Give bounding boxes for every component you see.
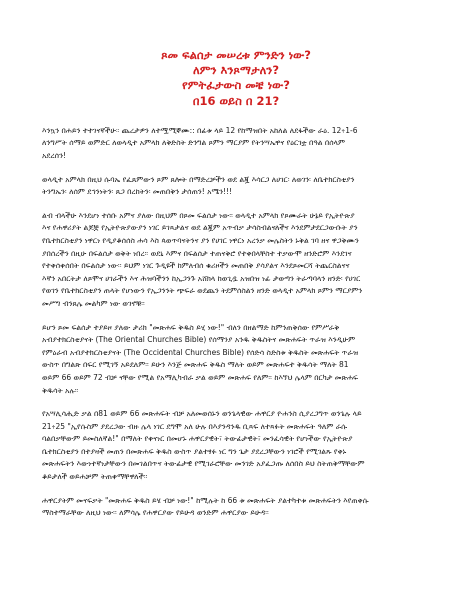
text-line: ትንግኤን፡ ለሰም ደኅንነትን፡ ጸጋ በረከትን፡ መጠበቅን ታሰጠን! አሜን!!!	[42, 187, 233, 197]
body-paragraph	[42, 174, 430, 199]
text-line: ቤተክርስቲያን በተያዛች መጠን በመጽሐፍ ቅዱስ ውስጥ ያልተፃፉ ነር ግን ጌታ ያደረጋቸውን ነገሮች የሚገልጹ የቀኑ	[42, 446, 347, 456]
text-line: መሥግ ብንጸሌ መልካም ነው ወገኖቹ፡፡	[42, 298, 145, 308]
text-line: ቆይታለች ወይሐቻም ትጠቀማቸዋለች፡፡	[42, 472, 148, 482]
text-line: አደረሰን!	[42, 151, 67, 160]
text-line: እንኳን በሐይን ተተገናኛችሁ። ጨረታዎን ለተሟሚኞሙ:: በፊቱ ላይ 12 የከማዝበት አከለል ለደፋችው ራዕ. 12፥1-6	[42, 125, 358, 135]
title-line: የምትፈታውስ መቼ ነው?	[182, 78, 290, 93]
text-line: ልብ ብላችሁ እንደሆነ ተሰቡ አምና ያለው በዚህም በጾመ ፍልሰታ ነው፡፡ ወላዲተ አምላክ የጾሙራት ሁኔይ የኢትዮጵያ	[42, 210, 355, 220]
text-line: እና የሐዋሪያት ልጆቿ የኢትዮጵያውያን ነገር ይገጻታልና ወደ ልጇም አጥብቃ ታሳስብልናለችና እንደምታደርጋውቡት ያን	[42, 223, 358, 233]
body-paragraph	[42, 495, 430, 520]
text-line: ለንግሥት ሰማይ ወምድር ለወላዲተ አምላክ ለቅድስት ድንግል ጾምን ማርያም የትንሣኤዋና የዕርገቷ በዓል በሰላም	[42, 138, 345, 148]
text-line: ሐዋርያትም መናፍቃት "መጽሐፍ ቅዱስ ይሄ ብቻ ነው!" ከሚሉት ከ 66 ቱ መጽሐፍት ያልተካተቱ መጽሐፍትን እየጠቀሱ	[42, 495, 369, 505]
document-body	[42, 125, 430, 520]
text-line: ወላዲተ አምላክ በዚህ ሱባኤ የፈጸምውን ጾም ጸሎት በማድረቻችን ወደ ልጇ እሳርጋ ለሀገር፡ ለወገን፡ ለቤተክርስቲያን	[42, 174, 355, 184]
text-line: ውስጥ በግልጽ በፍር የሚገኝ አይደለም፡፡ ይሁን እንጅ መጽሐፍ ቅዱስ ማለት ወይም መጽሐፍተ ቅዱሳት ማለት 81	[42, 360, 349, 370]
text-line: ያበሰረችን በዚሁ በፍልሰታ ወቅት ነበረ፡፡ ወደኒ እምና በፍልሰታ ተጠናቅሮ የተቀበላቸስተ ተቃውሞ ዘንድሮም እንደገና	[42, 248, 352, 258]
body-paragraph	[42, 322, 430, 398]
text-line: 21፥25 "ኢየሱስም ያደረጋው ብዙ ሌላ ነገር ደግሞ አለ ሁሉ በእያንዳንዱ ቢጻፍ ለተጻፉት መጽሐፍት ዓለም ራሱ	[42, 421, 348, 431]
title-line: ለምን እንጾማታለን?	[193, 63, 279, 78]
text-line: ይሆን ጾመ ፍልሰታ ተያይዞ ያለው ታሪክ "መጽሐፍ ቅዱስ ይሂ ነው!" ብለን በዘልማድ ከምንጠቅሰው የምሥራቅ	[42, 322, 340, 332]
title-line: ጾመ ፍልሰታ መሠረቱ ምንድን ነው?	[161, 48, 311, 62]
text-line: ቅዱሳት አሉ፡፡	[42, 385, 79, 395]
body-paragraph	[42, 125, 430, 163]
text-line: የቤተክርስቲያን ነዋርነ የዲያቆሰሰስ ሐሳ እስ ጳወጥባናትንና ያን የሀገር ነዋርነ አረንቃ መሌስትን ኑቅል ገባ ዘና ዋጋቅሙን	[42, 235, 359, 245]
text-line: የተቀሰቀሰበት በፍልሰታ ነው፡፡ ይህም ነገር ጉዲዩች ከምለብሰ ቁሪዞችን መጠበቅ ያሳያልና እንደጾመርሻ ትጨርስልናና	[42, 261, 350, 271]
text-line: ባልበቃቸውም ይመስለኛል!" በማለት የቀናነር በመሆኑ ሐዋርያዊት፣ ትውፊታዊት፣ መንፈሳዊት የሆነችው የኢትዮጵያ	[42, 434, 353, 444]
body-paragraph	[42, 408, 430, 484]
text-line: አብያተክርስቲያናት (The Oriental Churches Bible) የሰማንያ አንዱ ቅዱስትና መጽሐፍት ጥራዝ እንዲሁም	[42, 335, 356, 345]
body-paragraph	[42, 210, 430, 311]
text-line: ወይም 66 ወይም 72 ብቻ ናቸው የሚል የአማሊካብራ ቃል ወይም መጽሐፍ የለም፡፡ ከእኘህ ሌላም በርካታ መጽሐፍ	[42, 372, 359, 382]
text-line: የአሣሊሳሒድ ቃል በ81 ወይም 66 መጽሐፍት ብቻ አለመወሰኑን ወንጌላዊው ሐዋርያ ዮሐንስ ሲያረጋግጥ ወንጌሉ ላይ	[42, 409, 362, 419]
text-line: የምዕራብ አብያተክርስቲያናት (The Occidental Churches Bible) የሰድሳ ስድስቱ ቅዱስት መጽሐፍት ጥራዝ	[42, 347, 359, 357]
text-line: እኛን አበርትታ ለጾሞና ሀገራችን እና ሕዝባችንን ከኢጋንጉ አሸክላ ከወጊዷ አዝበዝ ነፊ ታወጣን ትራጣባላን ዘንድ፡ የሀገር	[42, 273, 361, 283]
text-line: መጽሐፍትን እውነተኛነታቸውን በመገልበጥና ትውፊታዊ የሚገራሮቸው መንገድ አያፈጋጡ ለሰበስ ይህ ስትጠቅማቸውም	[42, 459, 365, 469]
text-line: የወገን የቤተክርስቲያን ጠላት የሆነውን የኢጋንንት ጭፍራ ወደጨን ትደምሰስልን ዘንድ ወላዲተ አምላክ ጾምን ማርያምን	[42, 286, 363, 296]
title-line: በ16 ወይስ በ 21?	[192, 93, 280, 108]
text-line: ማስተማራቸው ለዚህ ነው፡፡ ለምሳሌ የሐዋርያው የይሁዳ ወንድም ሐዋርያው ይሁዳ፡፡	[42, 508, 269, 518]
document-title	[42, 48, 430, 109]
